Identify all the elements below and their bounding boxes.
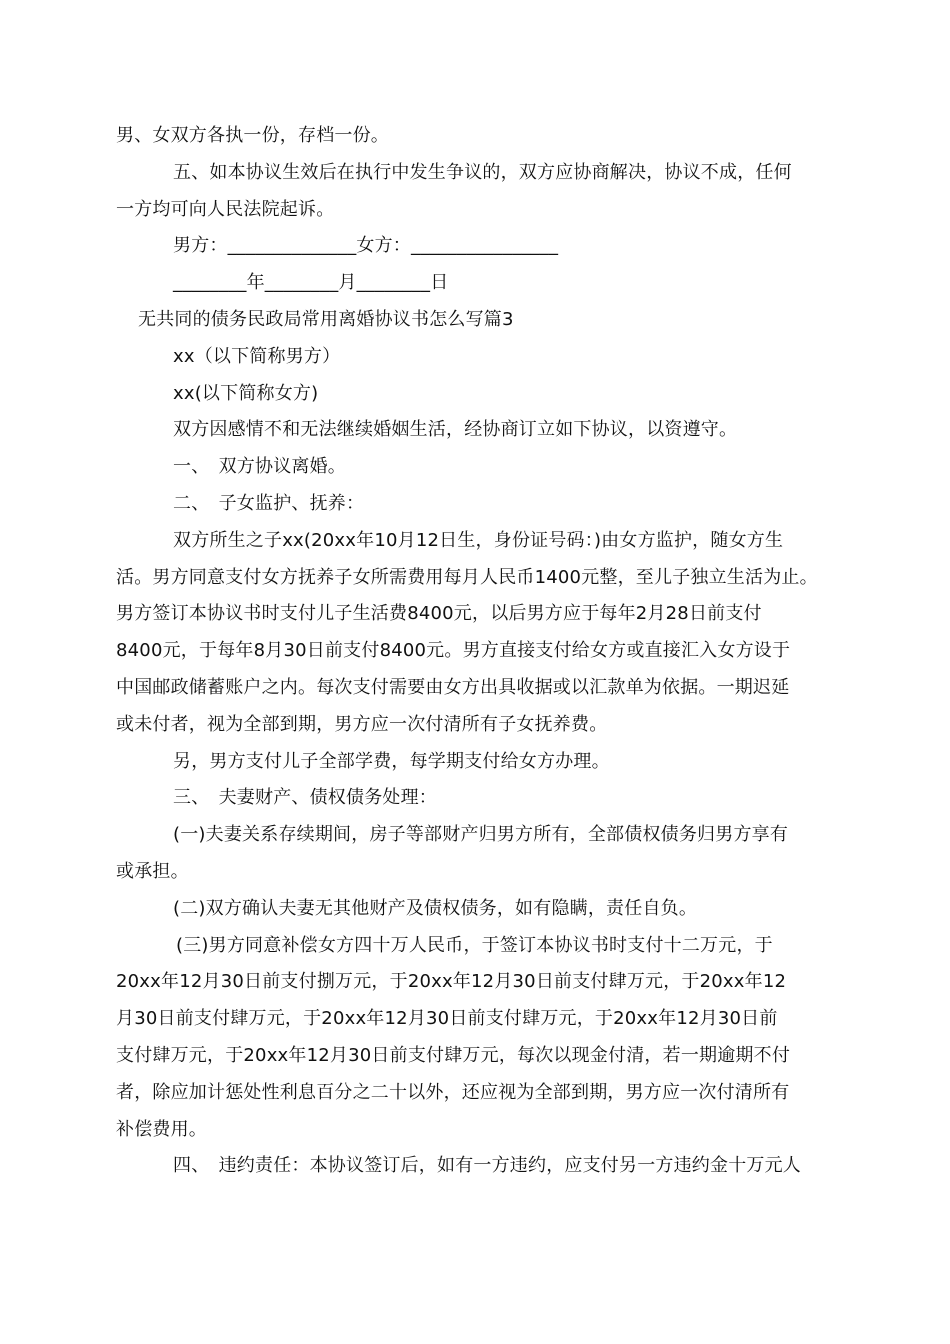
clause-heading: 一、 双方协议离婚。 [173,456,346,478]
text-line: xx(以下简称女方) [173,382,319,404]
text-line: 20xx年12月30日前支付捌万元，于20xx年12月30日前支付肆万元，于20xx年12 [116,971,787,993]
text-line: 或承担。 [116,860,189,882]
text-line: (一)夫妻关系存续期间，房子等部财产归男方所有，全部债权债务归男方享有 [173,824,789,846]
text-line: xx（以下简称男方） [173,345,341,367]
text-line: 双方所生之子xx(20xx年10月12日生，身份证号码：)由女方监护，随女方生 [173,529,784,551]
text-line: 五、如本协议生效后在执行中发生争议的，双方应协商解决，协议不成，任何 [173,161,792,183]
text-line: (三)男方同意补偿女方四十万人民币，于签订本协议书时支付十二万元，于 [176,934,773,956]
text-line: 男、女双方各执一份，存档一份。 [116,125,389,146]
text-line: 另，男方支付儿子全部学费，每学期支付给女方办理。 [173,750,610,772]
text-line: 中国邮政储蓄账户之内。每次支付需要由女方出具收据或以汇款单为依据。一期迟延 [116,676,790,698]
text-line: 支付肆万元，于20xx年12月30日前支付肆万元，每次以现金付清，若一期逾期不付 [116,1044,791,1066]
clause-heading: 二、 子女监护、抚养： [173,492,365,514]
text-line: 或未付者，视为全部到期，男方应一次付清所有子女抚养费。 [116,713,608,735]
text-line: 活。男方同意支付女方抚养子女所需费用每月人民币1400元整，至儿子独立生活为止。 [116,566,818,588]
document-page [116,118,836,1185]
clause-heading: 四、 违约责任：本协议签订后，如有一方违约，应支付另一方违约金十万元人 [173,1155,801,1177]
text-line: 月30日前支付肆万元，于20xx年12月30日前支付肆万元，于20xx年12月30日前 [116,1008,778,1030]
clause-heading: 三、 夫妻财产、债权债务处理： [173,787,437,809]
text-line: 双方因感情不和无法继续婚姻生活，经协商订立如下协议，以资遵守。 [173,419,738,441]
section-title: 无共同的债务民政局常用离婚协议书怎么写篇3 [138,308,514,330]
signature-line: 男方：______________女方：________________ [173,235,559,257]
text-line: 者，除应加计惩处性利息百分之二十以外，还应视为全部到期，男方应一次付清所有 [116,1081,790,1103]
text-line: (二)双方确认夫妻无其他财产及债权债务，如有隐瞒，责任自负。 [173,897,698,919]
text-line: 8400元，于每年8月30日前支付8400元。男方直接支付给女方或直接汇入女方设于 [116,640,791,662]
date-line: ________年________月________日 [173,272,449,294]
text-line: 补偿费用。 [116,1118,207,1140]
text-line: 一方均可向人民法院起诉。 [116,198,335,220]
text-line: 男方签订本协议书时支付儿子生活费8400元，以后男方应于每年2月28日前支付 [116,603,762,625]
